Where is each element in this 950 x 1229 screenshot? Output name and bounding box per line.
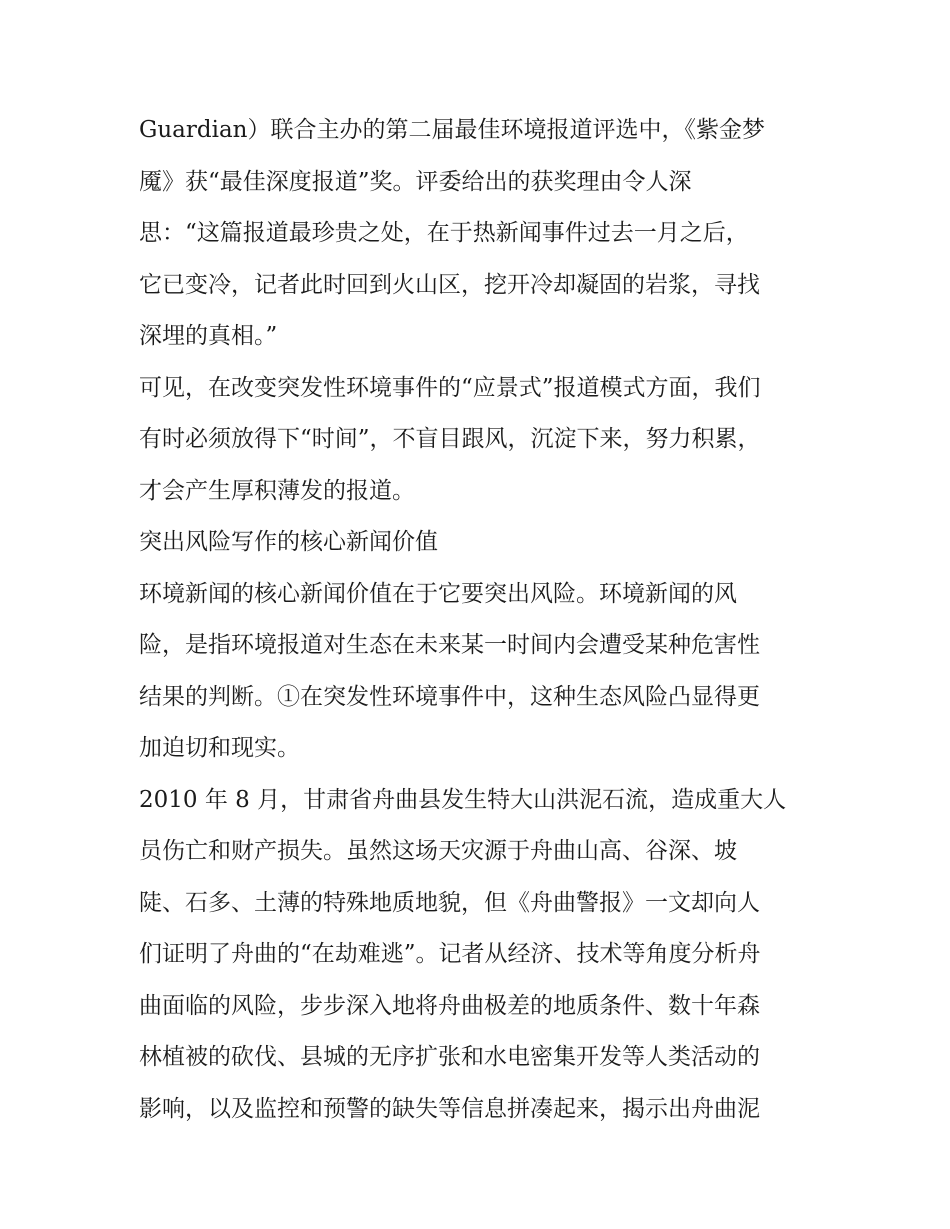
text-line: 思：“这篇报道最珍贵之处，在于热新闻事件过去一月之后， (139, 220, 749, 246)
text-line: 魇》获“最佳深度报道”奖。评委给出的获奖理由令人深 (139, 168, 692, 195)
text-line: 有时必须放得下“时间”，不盲目跟风，沉淀下来，努力积累， (139, 426, 761, 452)
text-line: 员伤亡和财产损失。虽然这场天灾源于舟曲山高、谷深、坡 (139, 838, 737, 864)
text-line: Guardian）联合主办的第二届最佳环境报道评选中，《紫金梦 (139, 117, 765, 143)
text-line: 险，是指环境报道对生态在未来某一时间内会遭受某种危害性 (139, 632, 760, 658)
text-line: 们证明了舟曲的“在劫难逃”。记者从经济、技术等角度分析舟 (139, 941, 761, 967)
article-body (139, 105, 814, 1135)
text-line: 林植被的砍伐、县城的无序扩张和水电密集开发等人类活动的 (139, 1044, 760, 1070)
text-line: 环境新闻的核心新闻价值在于它要突出风险。环境新闻的风 (139, 580, 737, 607)
text-line: 可见，在改变突发性环境事件的“应景式”报道模式方面，我们 (139, 374, 761, 401)
section-heading: 突出风险写作的核心新闻价值 (139, 529, 438, 555)
text-line: 影响，以及监控和预警的缺失等信息拼凑起来，揭示出舟曲泥 (139, 1095, 760, 1122)
text-line: 加迫切和现实。 (139, 735, 300, 761)
text-line: 2010 年 8 月，甘肃省舟曲县发生特大山洪泥石流，造成重大人 (139, 786, 787, 813)
text-line: 深埋的真相。” (139, 323, 278, 349)
text-line: 曲面临的风险，步步深入地将舟曲极差的地质条件、数十年森 (139, 992, 760, 1019)
text-line: 陡、石多、土薄的特殊地质地貌，但《舟曲警报》一文却向人 (139, 889, 760, 916)
text-line: 它已变冷，记者此时回到火山区，挖开冷却凝固的岩浆，寻找 (139, 271, 760, 298)
text-line: 结果的判断。①在突发性环境事件中，这种生态风险凸显得更 (139, 683, 760, 710)
text-line: 才会产生厚积薄发的报道。 (139, 477, 415, 504)
